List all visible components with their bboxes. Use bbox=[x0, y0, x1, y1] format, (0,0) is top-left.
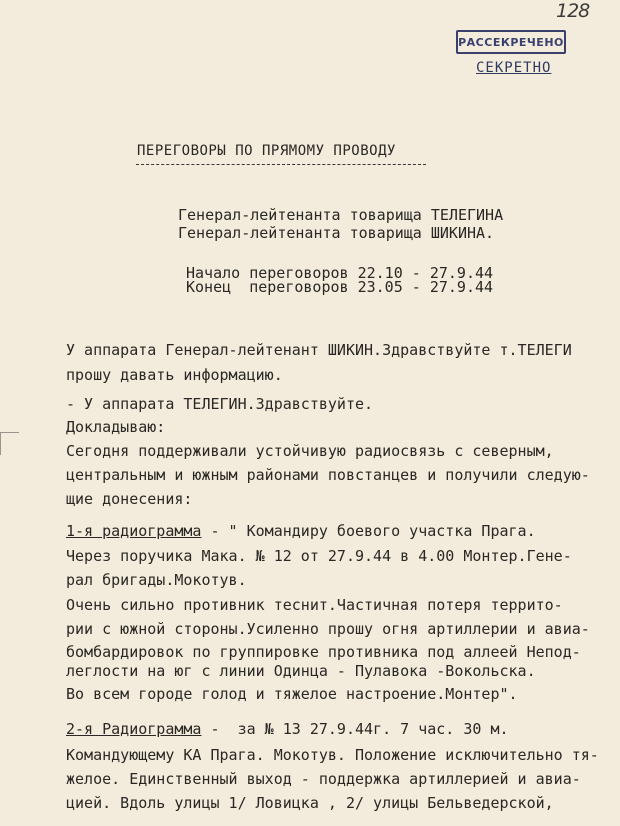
timing-end: Конец переговоров 23.05 - 27.9.44 bbox=[186, 278, 494, 296]
body-line: Командующему КА Прага. Мокотув. Положение исключительно тя- bbox=[66, 746, 599, 764]
body-line: цией. Вдоль улицы 1/ Ловицка , 2/ улицы Бельведерской, bbox=[66, 794, 554, 812]
radiogram-1-label: 1-я радиограмма bbox=[66, 522, 202, 540]
body-line: Докладываю: bbox=[66, 418, 166, 436]
timing-start: Начало переговоров 22.10 - 27.9.44 bbox=[186, 264, 494, 282]
radiogram-1-heading-line bbox=[66, 522, 536, 540]
body-line: леглости на юг с линии Одинца - Пулавока -Вокольска. bbox=[66, 662, 536, 680]
body-line: рии с южной стороны.Усиленно прошу огня артиллерии и авиа- bbox=[66, 620, 590, 638]
classification-mark: СЕКРЕТНО bbox=[476, 60, 552, 76]
participant-line: Генерал-лейтенанта товарища ШИКИНА. bbox=[178, 224, 495, 242]
body-line: бомбардировок по группировке противника под аллеей Непод- bbox=[66, 643, 581, 661]
radiogram-2-reference: - за № 13 27.9.44г. 7 час. 30 м. bbox=[201, 720, 509, 738]
body-line: Во всем городе голод и тяжелое настроение.Монтер". bbox=[66, 685, 518, 703]
radiogram-2-label: 2-я Радиограмма bbox=[66, 720, 202, 738]
radiogram-1-addressee: - " Командиру боевого участка Прага. bbox=[201, 522, 536, 540]
body-line: Очень сильно противник теснит.Частичная потеря террито- bbox=[66, 596, 563, 614]
declassified-stamp-text: РАССЕКРЕЧЕНО bbox=[458, 35, 564, 49]
body-line: Сегодня поддерживали устойчивую радиосвязь с северным, bbox=[66, 442, 554, 460]
document-title: ПЕРЕГОВОРЫ ПО ПРЯМОМУ ПРОВОДУ bbox=[137, 143, 396, 159]
body-line: Через поручика Мака. № 12 от 27.9.44 в 4.00 Монтер.Гене- bbox=[66, 547, 572, 565]
body-line: центральным и южным районами повстанцев и получили следую- bbox=[66, 466, 590, 484]
body-line: прошу давать информацию. bbox=[66, 366, 283, 384]
body-line: рал бригады.Мокотув. bbox=[66, 571, 247, 589]
title-underline bbox=[136, 164, 426, 166]
margin-pencil-mark bbox=[0, 432, 19, 455]
body-line: желое. Единственный выход - поддержка артиллерией и авиа- bbox=[66, 770, 581, 788]
body-line: У аппарата Генерал-лейтенант ШИКИН.Здравствуйте т.ТЕЛЕГИ bbox=[66, 341, 572, 359]
body-line: - У аппарата ТЕЛЕГИН.Здравствуйте. bbox=[66, 395, 374, 413]
declassified-stamp bbox=[456, 30, 566, 54]
body-line: щие донесения: bbox=[66, 490, 193, 508]
folio-number: 128 bbox=[556, 0, 590, 22]
participant-line: Генерал-лейтенанта товарища ТЕЛЕГИНА bbox=[178, 206, 504, 224]
radiogram-2-heading-line bbox=[66, 720, 509, 738]
